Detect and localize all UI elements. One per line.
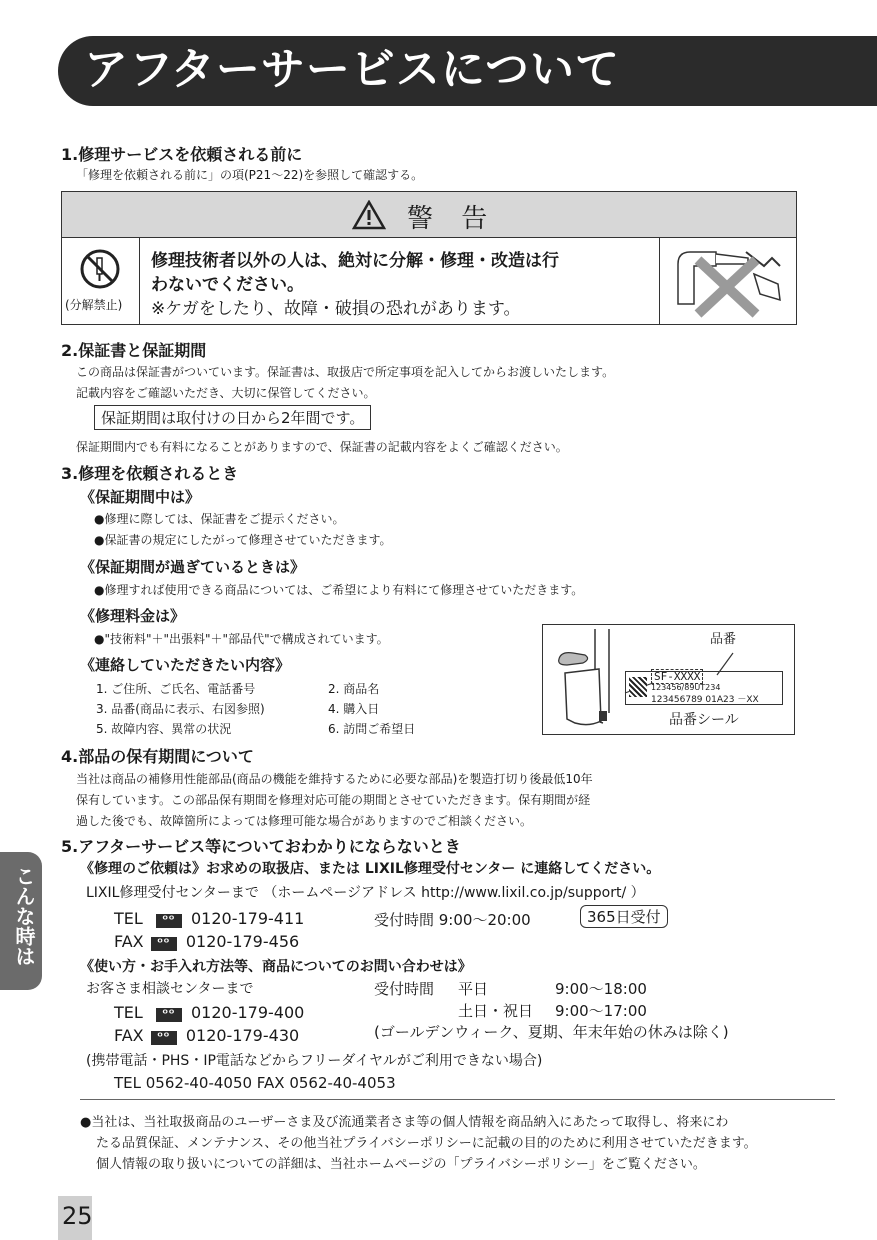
repair-center-line: LIXIL修理受付センターまで （ホームページアドレス http://www.lixil.co.jp/support/ ）	[86, 885, 645, 901]
repair-fax-row	[114, 932, 299, 951]
warning-triangle-icon	[352, 200, 386, 230]
warranty-period-box: 保証期間は取付けの日から2年間です。	[94, 405, 371, 430]
tel-label: TEL	[114, 1003, 143, 1022]
consult-tel-row	[114, 1003, 304, 1022]
warning-header	[62, 192, 796, 238]
weekday-hours: 9:00～18:00	[555, 980, 647, 998]
section-4-paragraph-1: 当社は商品の補修用性能部品(商品の機能を維持するために必要な部品)を製造打切り後最低10年	[76, 772, 593, 786]
warning-box	[61, 191, 797, 325]
weekday-label: 平日	[458, 980, 489, 998]
holiday-note: (ゴールデンウィーク、夏期、年末年始の休みは除く)	[374, 1023, 729, 1041]
section-4-paragraph-3: 過した後でも、故障箇所によっては修理可能な場合がありますのでご相談ください。	[76, 814, 533, 828]
page-number: 25	[62, 1202, 93, 1230]
section-2-paragraph-2: 記載内容をご確認いただき、大切に保管してください。	[76, 386, 376, 400]
privacy-line-2: たる品質保証、メンテナンス、その他当社プライバシーポリシーに記載の目的のために利用させていただきます。	[96, 1136, 757, 1151]
section-3-title: 3.修理を依頼されるとき	[61, 464, 239, 483]
side-tab-label: こんな時は	[12, 866, 36, 966]
consult-center: お客さま相談センターまで	[86, 981, 254, 997]
section-1-text: 「修理を依頼される前に」の項(P21～22)を参照して確認する。	[76, 168, 424, 182]
repair-request-heading: 《修理のご依頼は》お求めの取扱店、または LIXIL修理受付センター に連絡してください。	[80, 861, 661, 877]
tel-label: TEL	[114, 909, 143, 928]
sub-contact-details: 《連絡していただきたい内容》	[80, 656, 291, 674]
section-2-paragraph-3: 保証期間内でも有料になることがありますので、保証書の記載内容をよくご確認ください。	[76, 440, 568, 454]
figure-caption: 品番シール	[669, 712, 739, 728]
privacy-line-3: 個人情報の取り扱いについての詳細は、当社ホームページの「プライバシーポリシー」をご覧ください。	[96, 1157, 706, 1172]
warning-line-3: ※ケガをしたり、故障・破損の恐れがあります。	[151, 299, 521, 319]
weekend-label: 土日・祝日	[458, 1002, 534, 1020]
mobile-note: (携帯電話・PHS・IP電話などからフリーダイヤルがご利用できない場合)	[86, 1053, 543, 1069]
sticker-code: SF-XXXX	[651, 669, 703, 684]
product-sticker	[625, 671, 783, 705]
warning-title: 警 告	[407, 204, 498, 234]
contact-item: 3. 品番(商品に表示、右図参照)	[96, 702, 265, 716]
contact-item: 4. 購入日	[328, 702, 380, 716]
no-disassembly-icon	[79, 248, 121, 290]
contact-item: 1. ご住所、ご氏名、電話番号	[96, 682, 256, 696]
label-part-number: 品番	[710, 632, 737, 647]
barcode-icon	[629, 677, 647, 697]
contact-item: 2. 商品名	[328, 682, 380, 696]
consult-hours-label: 受付時間	[374, 980, 435, 998]
consult-heading: 《使い方・お手入れ方法等、商品についてのお問い合わせは》	[80, 959, 472, 975]
list-item: ●修理すれば使用できる商品については、ご希望により有料にて修理させていただきます。	[94, 583, 584, 597]
divider	[80, 1099, 835, 1100]
contact-item: 6. 訪問ご希望日	[328, 722, 416, 736]
section-4-title: 4.部品の保有期間について	[61, 747, 254, 766]
repair-hours: 受付時間 9:00～20:00	[374, 911, 531, 929]
warning-illustration-cell	[659, 238, 796, 324]
product-label-figure	[542, 624, 795, 735]
sub-during-warranty: 《保証期間中は》	[80, 488, 201, 506]
free-dial-icon: ᴼᴼ	[151, 1031, 177, 1045]
free-dial-icon: ᴼᴼ	[151, 937, 177, 951]
sub-repair-fee: 《修理料金は》	[80, 607, 186, 625]
365-day-badge: 365日受付	[580, 905, 668, 928]
sub-after-warranty: 《保証期間が過ぎているときは》	[80, 558, 306, 576]
no-repair-illustration	[668, 244, 788, 318]
repair-tel-number: 0120-179-411	[190, 909, 305, 928]
privacy-line-1: ●当社は、当社取扱商品のユーザーさま及び流通業者さま等の個人情報を商品納入にあたって取得し、将来にわ	[80, 1115, 729, 1130]
repair-fax-number: 0120-179-456	[185, 932, 300, 951]
consult-fax-row	[114, 1026, 299, 1045]
sticker-serial-1: 123456/89UT234	[651, 683, 721, 692]
list-item: ●保証書の規定にしたがって修理させていただきます。	[94, 533, 392, 547]
fax-label: FAX	[114, 932, 144, 951]
weekend-hours: 9:00～17:00	[555, 1002, 647, 1020]
sticker-serial-2: 123456789 01A23 －XX	[651, 695, 759, 705]
repair-tel-row	[114, 909, 304, 928]
free-dial-icon: ᴼᴼ	[156, 914, 182, 928]
section-2-title: 2.保証書と保証期間	[61, 341, 207, 360]
list-item: ●修理に際しては、保証書をご提示ください。	[94, 512, 345, 526]
section-5-title: 5.アフターサービス等についておわかりにならないとき	[61, 837, 461, 856]
fax-label: FAX	[114, 1026, 144, 1045]
consult-tel-number: 0120-179-400	[190, 1003, 305, 1022]
list-item: ●"技術料"＋"出張料"＋"部品代"で構成されています。	[94, 632, 389, 646]
mobile-contact-line: TEL 0562-40-4050 FAX 0562-40-4053	[114, 1074, 396, 1092]
section-4-paragraph-2: 保有しています。この部品保有期間を修理対応可能の期間とさせていただきます。保有期間が経	[76, 793, 591, 807]
consult-fax-number: 0120-179-430	[185, 1026, 300, 1045]
warning-icon-cell	[62, 238, 140, 324]
free-dial-icon: ᴼᴼ	[156, 1008, 182, 1022]
warning-line-1: 修理技術者以外の人は、絶対に分解・修理・改造は行	[151, 251, 559, 271]
page-title: アフターサービスについて	[84, 44, 621, 95]
contact-item: 5. 故障内容、異常の状況	[96, 722, 232, 736]
no-disassembly-caption: (分解禁止)	[65, 298, 123, 312]
section-2-paragraph-1: この商品は保証書がついています。保証書は、取扱店で所定事項を記入してからお渡しいたします。	[76, 365, 615, 379]
warning-line-2: わないでください。	[151, 275, 304, 295]
section-1-title: 1.修理サービスを依頼される前に	[61, 145, 303, 164]
